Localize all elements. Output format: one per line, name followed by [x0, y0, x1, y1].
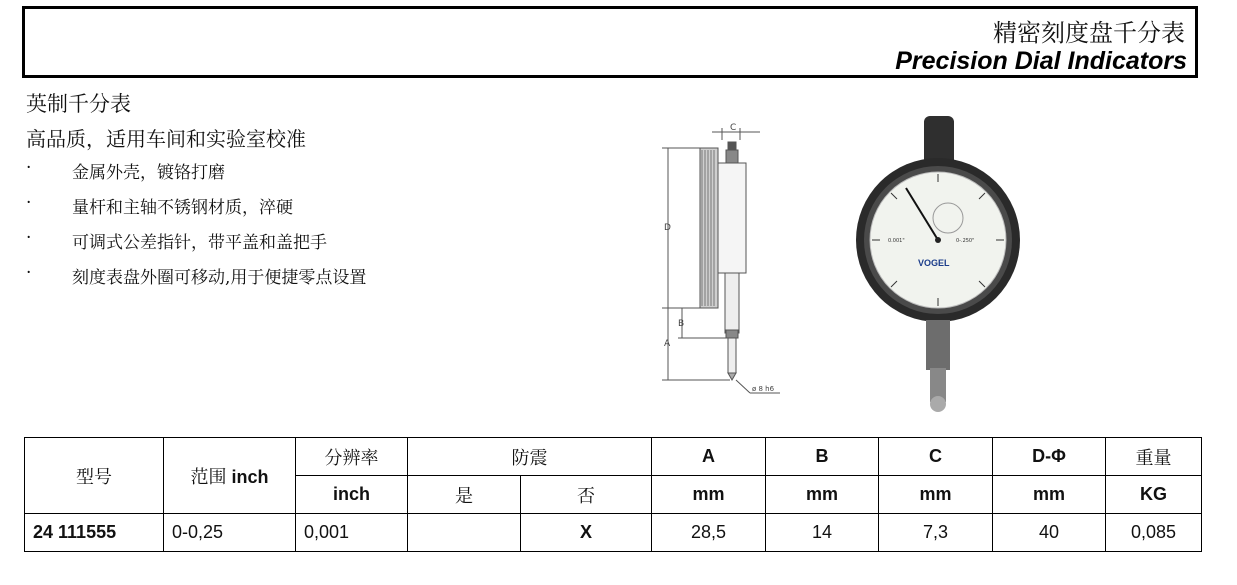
header-shockproof: 防震	[408, 438, 652, 476]
cell-yes	[408, 514, 521, 552]
cell-a: 28,5	[652, 514, 766, 552]
header-range-label: 范围	[190, 466, 227, 488]
header-no: 否	[521, 476, 652, 514]
header-range-unit: inch	[231, 466, 269, 487]
cell-b: 14	[766, 514, 879, 552]
header-range	[164, 438, 296, 514]
header-b-unit: mm	[766, 476, 879, 514]
page-title-en: Precision Dial Indicators	[895, 47, 1187, 75]
header-d: D-Φ	[993, 438, 1106, 476]
spec-table	[24, 437, 1202, 552]
header-a-unit: mm	[652, 476, 766, 514]
header-weight: 重量	[1106, 438, 1202, 476]
dim-label-d: D	[664, 223, 671, 233]
cell-c: 7,3	[879, 514, 993, 552]
table-header-row	[25, 438, 1202, 476]
header-resolution-unit: inch	[296, 476, 408, 514]
dim-label-b: B	[678, 319, 685, 329]
header-box	[22, 6, 1198, 78]
cell-no: X	[521, 514, 652, 552]
brand-logo: VOGEL	[918, 258, 950, 268]
technical-drawing	[640, 118, 790, 408]
bullet-marker: ·	[26, 158, 32, 178]
dial-side-body	[700, 148, 718, 308]
bullet-marker: ·	[26, 193, 32, 213]
feature-text: 可调式公差指针，带平盖和盖把手	[72, 233, 327, 253]
feature-text: 量杆和主轴不锈钢材质，淬硬	[72, 198, 293, 218]
dial-text-right: 0-.250"	[956, 238, 975, 244]
cell-range: 0-0,25	[164, 514, 296, 552]
header-weight-unit: KG	[1106, 476, 1202, 514]
header-model: 型号	[25, 438, 164, 514]
cell-resolution: 0,001	[296, 514, 408, 552]
page-title-cn: 精密刻度盘千分表	[993, 19, 1185, 47]
header-yes: 是	[408, 476, 521, 514]
dim-label-a: A	[664, 339, 671, 349]
header-b: B	[766, 438, 879, 476]
section-title: 英制千分表	[26, 92, 131, 116]
dial-indicator-photo	[848, 110, 1028, 420]
header-c: C	[879, 438, 993, 476]
feature-text: 刻度表盘外圈可移动,用于便捷零点设置	[72, 268, 367, 288]
dim-label-shaft: ø 8 h6	[752, 385, 775, 393]
dial-text-left: 0.001"	[888, 238, 905, 244]
cell-model: 24 111555	[25, 514, 164, 552]
cell-weight: 0,085	[1106, 514, 1202, 552]
stem	[926, 320, 950, 370]
table-row	[25, 514, 1202, 552]
header-resolution: 分辨率	[296, 438, 408, 476]
header-c-unit: mm	[879, 476, 993, 514]
cell-d: 40	[993, 514, 1106, 552]
dim-label-c: C	[730, 123, 737, 133]
feature-text: 金属外壳，镀铬打磨	[72, 163, 225, 183]
bullet-marker: ·	[26, 228, 32, 248]
header-d-unit: mm	[993, 476, 1106, 514]
subtitle: 高品质，适用车间和实验室校准	[26, 127, 306, 151]
header-a: A	[652, 438, 766, 476]
bullet-marker: ·	[26, 263, 32, 283]
